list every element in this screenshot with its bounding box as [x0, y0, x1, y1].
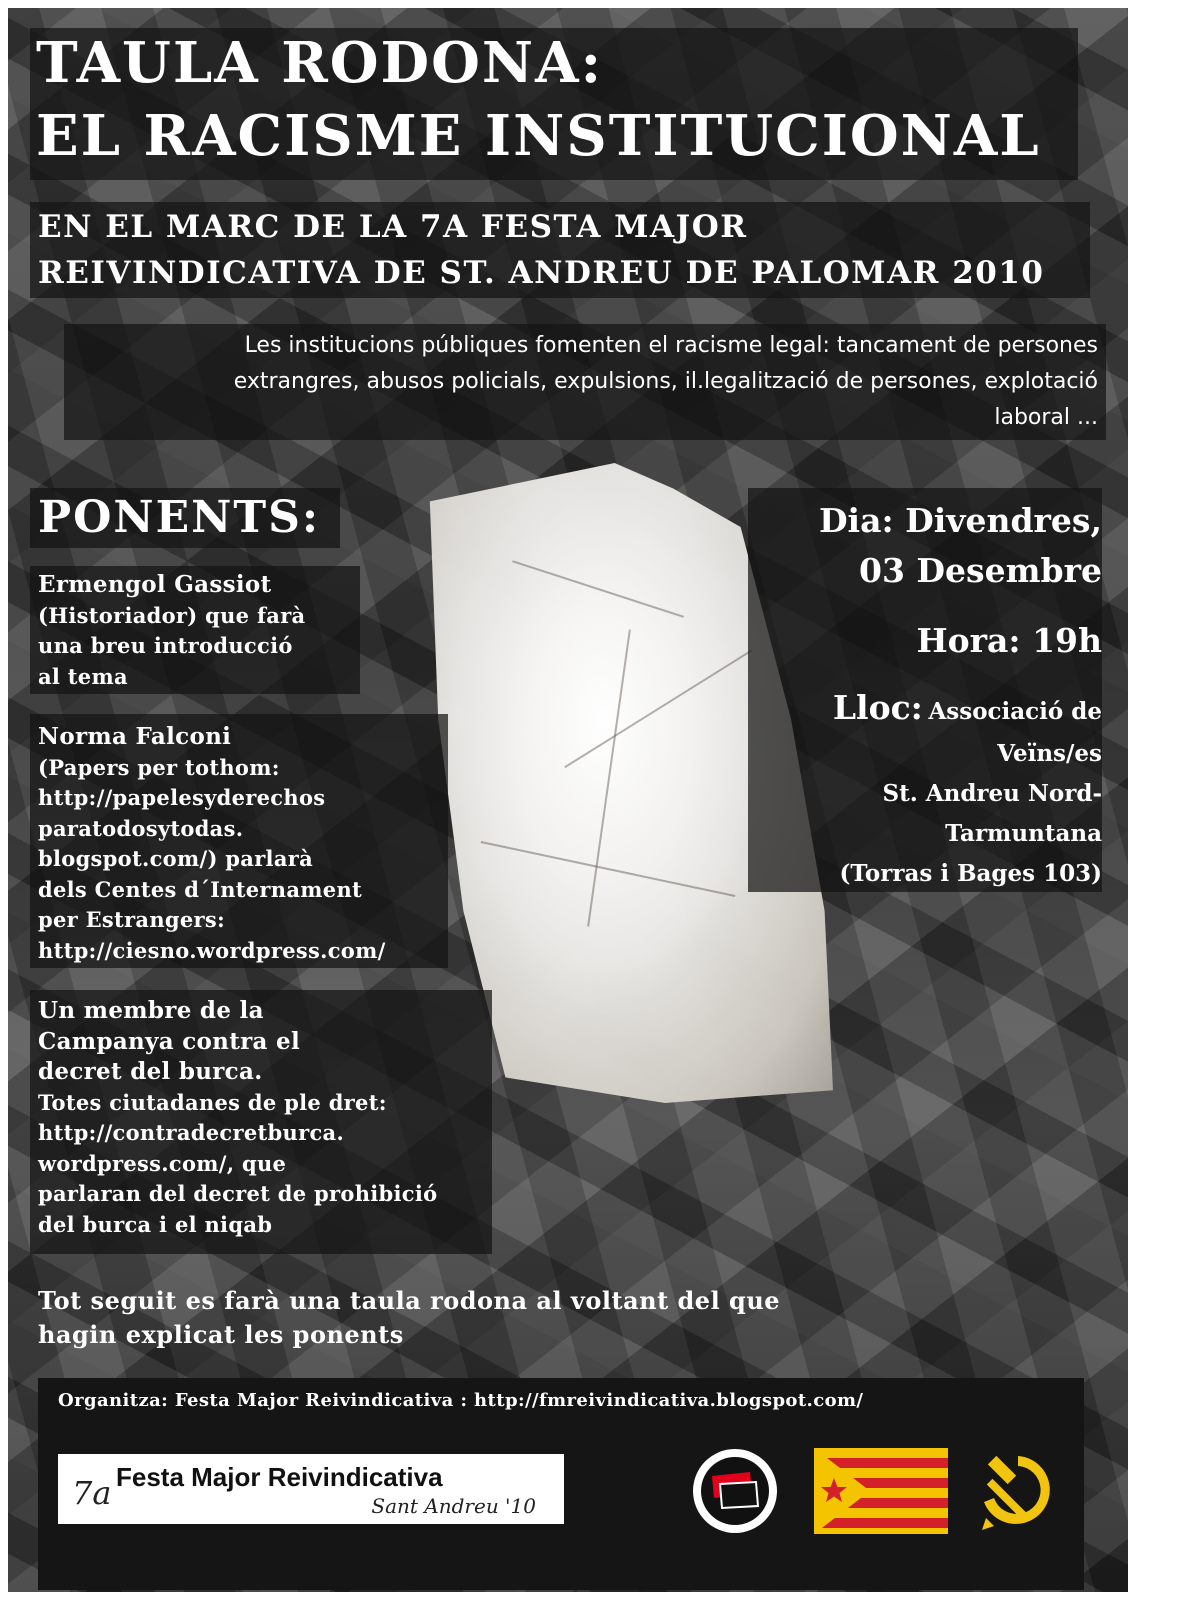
speaker-2-link-4: http://ciesno.wordpress.com/ — [38, 937, 386, 963]
speaker-2-link-3: blogspot.com/) parlarà — [38, 846, 314, 871]
fmr-logo-subtitle: Sant Andreu '10 — [371, 1494, 536, 1518]
speaker-2-line-5: dels Centes d´Internament — [38, 876, 363, 902]
poster-subtitle — [38, 204, 1045, 296]
speaker-3-line-5: del burca i el niqab — [38, 1211, 273, 1237]
subtitle-line-1: EN EL MARC DE LA 7A FESTA MAJOR — [38, 209, 748, 245]
intro-paragraph — [68, 328, 1098, 436]
poster-title — [36, 28, 1041, 174]
footer — [38, 1378, 1084, 1590]
speaker-3-link-1: http://contradecretburca. — [38, 1120, 345, 1145]
speaker-2-link-2: paratodosytodas. — [38, 815, 244, 841]
fmr-logo — [58, 1454, 564, 1524]
speaker-2 — [38, 722, 386, 966]
subtitle-line-2: REIVINDICATIVA DE ST. ANDREU DE PALOMAR 2010 — [38, 255, 1045, 291]
speaker-3 — [38, 996, 437, 1240]
intro-line-1: Les institucions públiques fomenten el racisme legal: tancament de persones — [244, 333, 1098, 358]
speaker-1-line-1: (Historiador) que farà — [38, 602, 306, 628]
fmr-logo-number: 7a — [72, 1474, 112, 1512]
intro-line-3: laboral ... — [994, 405, 1098, 430]
speaker-2-link-1: http://papelesyderechos — [38, 785, 326, 810]
speaker-1-line-2: una breu introducció — [38, 633, 293, 658]
fmr-logo-title: Festa Major Reivindicativa — [116, 1462, 443, 1492]
event-day — [819, 496, 1102, 596]
hour-label: Hora: — [916, 621, 1021, 660]
speaker-2-line-1: (Papers per tothom: — [38, 754, 280, 780]
intro-line-2: extrangres, abusos policials, expulsions, il.legalització de persones, explotació — [233, 369, 1098, 394]
place-line-1: Associació de — [928, 698, 1102, 725]
hour-value: 19h — [1032, 621, 1102, 660]
place-line-2: Veïns/es — [997, 740, 1102, 767]
closing-text — [38, 1284, 780, 1352]
place-line-3: St. Andreu Nord- — [882, 780, 1102, 807]
speaker-3-name-1: Un membre de la — [38, 997, 264, 1024]
speaker-3-link-2: wordpress.com/, que — [38, 1150, 287, 1176]
speaker-3-name-3: decret del burca. — [38, 1058, 263, 1085]
title-line-1: TAULA RODONA: — [36, 30, 604, 96]
closing-line-1: Tot seguit es farà una taula rodona al voltant del que — [38, 1286, 781, 1315]
estelada-flag-icon — [814, 1448, 948, 1538]
speaker-3-name-2: Campanya contra el — [38, 1027, 301, 1055]
event-place — [833, 688, 1102, 894]
speaker-1-line-3: al tema — [38, 663, 128, 689]
speaker-3-line-4: parlaran del decret de prohibició — [38, 1181, 438, 1206]
place-label: Lloc: — [832, 688, 923, 727]
event-date: 03 Desembre — [859, 551, 1102, 590]
title-line-2: EL RACISME INSTITUCIONAL — [36, 103, 1041, 169]
organitza-text: Organitza: Festa Major Reivindicativa : http://fmreivindicativa.blogspot.com/ — [58, 1390, 864, 1411]
place-line-4: Tarmuntana — [945, 820, 1102, 847]
speaker-3-line-1: Totes ciutadanes de ple dret: — [38, 1089, 387, 1115]
ponents-heading: PONENTS: — [38, 492, 321, 543]
poster — [8, 8, 1128, 1592]
speaker-1 — [38, 570, 305, 692]
hammer-sickle-icon — [968, 1444, 1060, 1540]
speaker-1-name: Ermengol Gassiot — [38, 571, 272, 598]
day-value: Divendres, — [905, 501, 1102, 540]
antifa-flag-icon — [690, 1446, 780, 1540]
closing-line-2: hagin explicat les ponents — [38, 1320, 404, 1349]
place-line-5: (Torras i Bages 103) — [839, 860, 1102, 887]
speaker-2-name: Norma Falconi — [38, 723, 232, 750]
day-label: Dia: — [818, 501, 894, 540]
event-hour — [916, 616, 1102, 666]
speaker-2-line-6: per Estrangers: — [38, 907, 226, 932]
